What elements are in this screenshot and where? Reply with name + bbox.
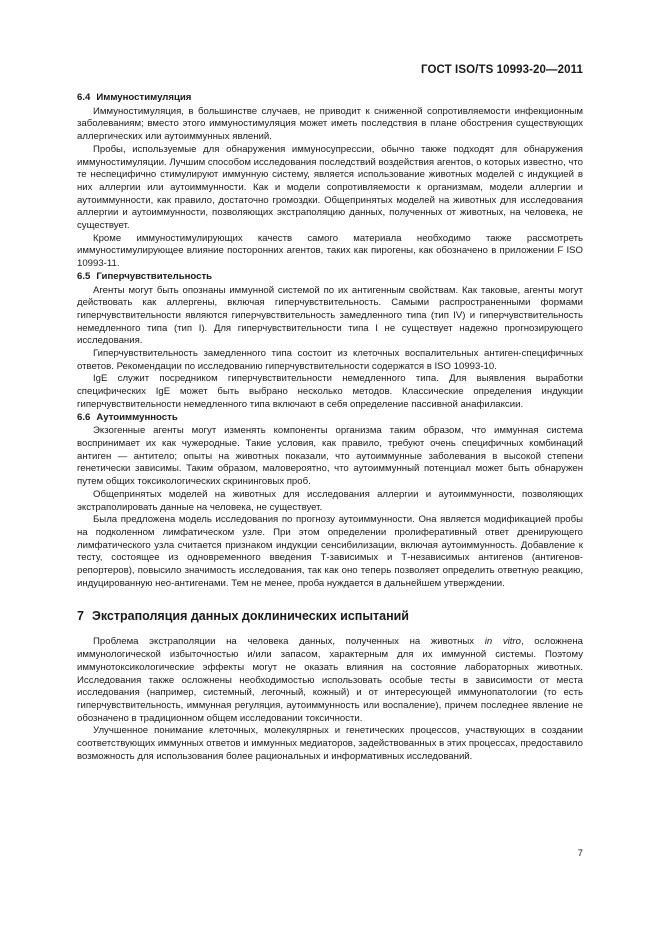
section-6-6 [77,412,583,591]
section-heading: 6.4 Иммуностимуляция [77,92,192,103]
paragraph: Проблема экстраполяции на человека данных, полученных на животных in vitro, осложнена иммунологической избыточностью и/или запасом, характерным для их иммунной системы. Поэтому иммунотоксикологические эффекты могут не оказать влияния на состояние лабораторных животных. Исследования также осложнены необходимостью использовать особые тесты в зависимости от места исследования (например, системный, легочный, кожный) и от интересующей иммунопатологии (то есть гиперчувствительность, иммунная регуляция, аутоиммунность или воспаление), причем последнее явление не обозначено в традиционном общем исследовании токсичности. [77,636,583,724]
paragraph: Улучшенное понимание клеточных, молекулярных и генетических процессов, участвующих в создании соответствующих иммунных ответов и иммунных медиаторов, задействованных в этих процессах, предоставило возможность для использования более рациональных и информативных исследований. [77,725,583,762]
paragraph: Гиперчувствительность замедленного типа состоит из клеточных воспалительных антиген-специфичных ответов. Рекомендации по исследованию гиперчувствительности содержатся в ISO 10993-10. [77,348,583,372]
page-number: 7 [577,848,583,859]
paragraph: Пробы, используемые для обнаружения иммуносупрессии, обычно также подходят для обнаружения иммуностимуляции. Лучшим способом исследования последствий воздействия агентов, о которых известно, что те неспецифично стимулируют иммунную систему, является использование животных моделей с индукцией в них аллергии или аутоиммунности. Как и модели сопротивляемости к организмам, модели аллергии и аутоиммунности, как правило, достаточно громоздки. Общепринятых моделей на животных для исследования аллергии и аутоиммунности, позволяющих экстраполяцию данных, полученных от животных, на человека, не существует. [77,143,583,232]
section-6-4 [77,92,583,271]
paragraph: Кроме иммуностимулирующих качеств самого материала необходимо также рассмотреть иммуностимулирующее влияние посторонних агентов, таких как пирогены, как обозначено в приложении F ISO 10993-11. [77,232,583,270]
paragraph: Была предложена модель исследования по прогнозу аутоиммунности. Она является модификацией пробы на подколенном лимфатическом узле. При этом определении пролиферативный ответ дренирующего лимфатического узла считается признаком индукции сенсибилизации, включая аутоиммунность. Добавление к тесту, состоящее из одновременного введения Т-зависимых и Т-независимых антигенов (антигенов-репортеров), повысило значимость исследования, так как оно теперь позволяет определить ответную реакцию, индуцированную нео-антигенами. Тем не менее, проба нуждается в дальнейшем утверждении. [77,514,583,589]
section-heading: 6.6 Аутоиммунность [77,411,178,423]
paragraph: Экзогенные агенты могут изменять компоненты организма таким образом, что иммунная система воспринимает их как чужеродные. Такие условия, как правило, требуют очень специфичных комбинаций антиген — антитело; опыты на животных показали, что аутоиммунные заболевания в высокой степени генетически зависимы. Таким образом, маловероятно, что аутоиммунный потенциал может быть обнаружен путем общих токсикологических скрининговых проб. [77,425,583,488]
chapter-heading: 7 Экстраполяция данных доклинических испытаний [77,609,409,624]
paragraph: IgE служит посредником гиперчувствительности немедленного типа. Для выявления выработки специфических IgE может быть выбрано несколько методов. Классические определения индукции гиперчувствительности немедленного типа включают в себя определение пассивной анафилаксии. [77,373,583,410]
paragraph: Агенты могут быть опознаны иммунной системой по их антигенным свойствам. Как таковые, агенты могут действовать как аллергены, включая гиперчувствительность. Самыми распространенными формами гиперчувствительности являются гиперчувствительность замедленного типа (тип IV) и гиперчувствительность немедленного типа (тип I). Для гиперчувствительности типа I не существует надежно прогнозирующего исследования. [77,284,583,347]
section-heading: 6.5 Гиперчувствительность [77,270,213,282]
document-code: ГОСТ ISO/TS 10993-20—2011 [421,64,583,76]
page-content [77,92,583,763]
paragraph: Общепринятых моделей на животных для исследования аллергии и аутоиммунности, позволяющих экстраполировать данные на человека, не существует. [77,488,583,513]
paragraph: Иммуностимуляция, в большинстве случаев, не приводит к сниженной сопротивляемости инфекционным заболеваниям; вместо этого иммуностимуляция может иметь последствия в плане обострения существующих аллергических или аутоиммунных явлений. [77,105,583,143]
section-6-5 [77,271,583,412]
